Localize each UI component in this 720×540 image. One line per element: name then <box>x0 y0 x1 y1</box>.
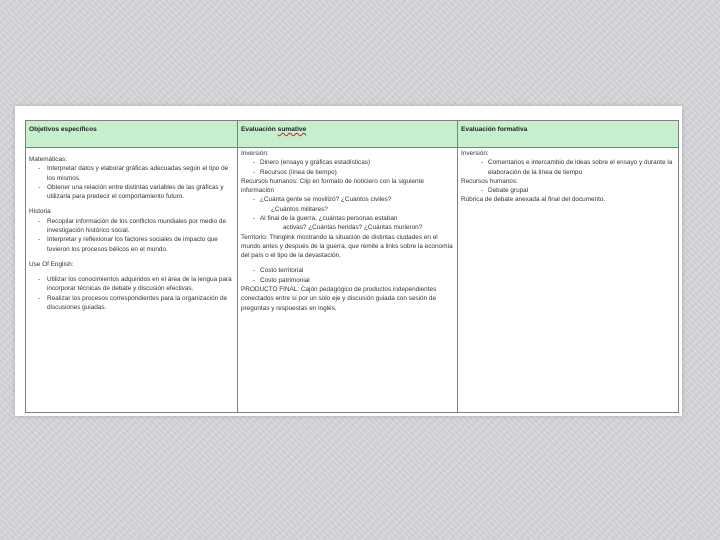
rubric-text: Rúbrica de debate anexada al final del documento. <box>461 196 606 204</box>
formative-cell <box>458 148 679 413</box>
territory-text: Territorio: Thinglink mostrando la situación de distintas ciudades en el mundo antes y después de la guerra, que remite a links sobre la economía del país o el tipo de la devastación. <box>241 233 453 260</box>
list-item: - Recursos (línea de tiempo) <box>253 168 337 176</box>
header-row <box>26 121 679 148</box>
list-item: - Recopilar información de los conflictos mundiales por medio de investigación histórico social. <box>38 217 227 234</box>
list-item: - Costo patrimonial <box>253 276 310 284</box>
content-row <box>26 148 679 413</box>
header-summative: Evaluación sumative <box>238 121 458 148</box>
question-continuation: ¿Cuántos militares? <box>271 205 328 213</box>
spellcheck-word: sumative <box>277 126 307 133</box>
investment-title: Inversión: <box>461 150 489 157</box>
investment-title: Inversión: <box>241 150 269 157</box>
final-product-text: PRODUCTO FINAL: Cajón pedagógico de productos independientes conectados entre sí por un solo eje y discusión guiada con sesión de preguntas y respuestas en inglés. <box>241 285 437 312</box>
list-item: - Utilizar los conocimientos adquiridos en el área de la lengua para incorporar técnicas de debate y discusión efectivas. <box>38 276 232 293</box>
list-item: - Comentarios e intercambio de ideas sobre el ensayo y durante la elaboración de la línea de tiempo <box>481 159 673 176</box>
header-formative: Evaluación formativa <box>458 121 679 148</box>
header-objectives: Objetivos específicos <box>26 121 238 148</box>
slide-card <box>15 106 682 416</box>
list-item: - Debate grupal <box>481 187 529 195</box>
objectives-cell <box>26 148 238 413</box>
list-item: - Dinero (ensayo y gráficas estadísticas) <box>253 159 371 167</box>
question-item: - Al final de la guerra, ¿cuántas personas estaban <box>253 214 398 222</box>
english-title: Use Of English: <box>29 260 74 268</box>
human-resources-title: Recursos humanos: <box>461 177 518 185</box>
list-item: - Costo territorial <box>253 267 304 275</box>
math-title: Matemáticas: <box>29 156 68 163</box>
list-item: - Interpretar datos y elaborar gráficas adecuadas según el tipo de los mismos. <box>38 165 229 182</box>
list-item: - Obtener una relación entre distintas variables de las gráficas y utilizarla para predecir el comportamiento futuro. <box>38 183 224 201</box>
question-item: - ¿Cuánta gente se movilizó? ¿Cuántos civiles? <box>253 196 392 204</box>
lesson-plan-table <box>25 120 679 413</box>
summative-cell <box>238 148 458 413</box>
human-resources-text: Recursos humanos: Clip en formato de noticiero con la siguiente información <box>241 177 424 195</box>
history-title: Historia <box>29 208 51 216</box>
list-item: - Interpretar y reflexionar los factores sociales de impacto que tuvieron los procesos bélicos en el mundo. <box>38 236 218 253</box>
question-continuation: activas? ¿Cuántas heridas? ¿Cuántas murieron? <box>283 224 423 232</box>
list-item: - Realizar los procesos correspondientes para la organización de discusiones guiadas. <box>38 294 228 311</box>
